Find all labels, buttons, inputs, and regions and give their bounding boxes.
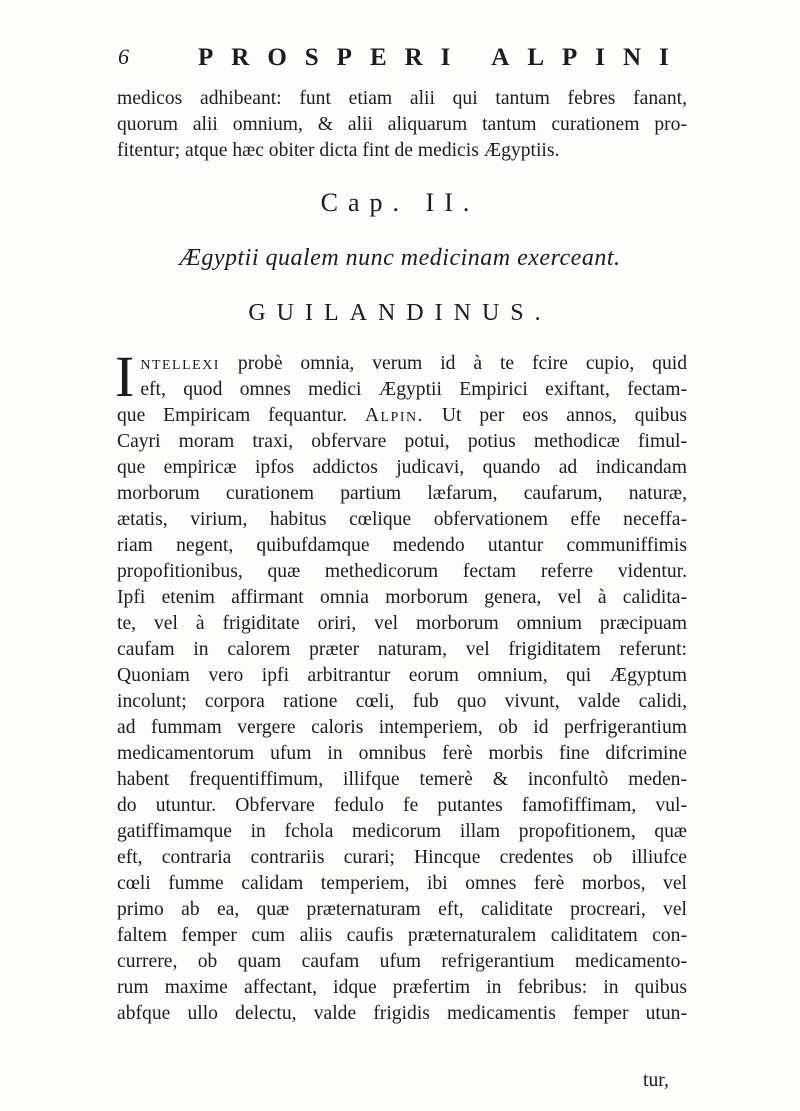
chapter-label: Cap.	[320, 188, 410, 217]
text-line: currere, ob quam caufam ufum refrigerantium medicamento-	[117, 951, 687, 972]
page-number: 6	[118, 44, 130, 69]
text-line: morborum curationem partium læfarum, caufarum, naturæ,	[117, 483, 687, 504]
body-paragraph	[115, 344, 687, 1027]
text-line: fitentur; atque hæc obiter dicta fint de medicis Ægyptiis.	[117, 140, 560, 161]
text-line: gatiffimamque in fchola medicorum illam propofitionem, quæ	[117, 821, 687, 842]
speaker-alpin: Alpin.	[364, 405, 425, 426]
drop-cap: I	[115, 344, 135, 409]
chapter-number: II.	[425, 188, 480, 217]
line-segment: Ut per eos annos, quibus	[424, 405, 687, 426]
text-line: faltem femper cum aliis caufis præternaturalem caliditatem con-	[117, 925, 687, 946]
catchword: tur,	[643, 1070, 669, 1091]
text-line: habent frequentiffimum, illifque temerè & inconfultò meden-	[117, 769, 687, 790]
text-line: primo ab ea, quæ præternaturam eft, caliditate procreari, vel	[117, 899, 687, 920]
text-line: quorum alii omnium, & alii aliquarum tantum curationem pro-	[117, 114, 687, 135]
opening-word: ntellexi	[140, 353, 220, 374]
speaker-heading: GUILANDINUS.	[248, 300, 552, 326]
text-line: caufam in calorem præter naturam, vel frigiditatem referunt:	[117, 639, 687, 660]
text-line	[140, 351, 687, 377]
opening-lines	[115, 344, 687, 409]
text-line: eft, contraria contrariis curari; Hincque credentes ob illiufce	[117, 847, 687, 868]
opening-line-rest: probè omnia, verum id à te fcire cupio, quid	[219, 353, 687, 374]
line-segment: que Empiricam fequantur.	[117, 405, 365, 426]
running-head-title: PROSPERI ALPINI	[198, 44, 687, 71]
running-head	[118, 44, 687, 80]
text-line: riam negent, quibufdamque medendo utantur communiffimis	[117, 535, 687, 556]
text-line: ad fummam vergere caloris intemperiem, ob id perfrigerantium	[117, 717, 687, 738]
intro-paragraph	[117, 86, 687, 164]
text-line: incolunt; corpora ratione cœli, fub quo vivunt, valde calidi,	[117, 691, 687, 712]
text-line: eft, quod omnes medici Ægyptii Empirici exiftant, fectam-	[140, 379, 687, 400]
text-line: propofitionibus, quæ methedicorum fectam referre videntur.	[117, 561, 687, 582]
text-line: medicamentorum ufum in omnibus ferè morbis fine difcrimine	[117, 743, 687, 764]
text-line: te, vel à frigiditate oriri, vel morborum omnium præcipuam	[117, 613, 687, 634]
chapter-subtitle: Ægyptii qualem nunc medicinam exerceant.	[179, 245, 621, 271]
text-line	[117, 403, 687, 429]
text-line: rum maxime affectant, idque præfertim in febribus: in quibus	[117, 977, 687, 998]
text-line: do utuntur. Obfervare fedulo fe putantes famofiffimam, vul-	[117, 795, 687, 816]
text-line: abfque ullo delectu, valde frigidis medicamentis femper utun-	[117, 1003, 687, 1024]
chapter-heading	[0, 188, 800, 218]
text-line: medicos adhibeant: funt etiam alii qui tantum febres fanant,	[117, 88, 687, 109]
text-line: que empiricæ ipfos addictos judicavi, quando ad indicandam	[117, 457, 687, 478]
text-line: Quoniam vero ipfi arbitrantur eorum omnium, qui Ægyptum	[117, 665, 687, 686]
text-line: Ipfi etenim affirmant omnia morborum genera, vel à calidita-	[117, 587, 687, 608]
text-line: Cayri moram traxi, obfervare potui, potius methodicæ fimul-	[117, 431, 687, 452]
text-line: cœli fumme calidam temperiem, ibi omnes ferè morbos, vel	[117, 873, 687, 894]
text-line: ætatis, virium, habitus cœlique obfervationem effe neceffa-	[117, 509, 687, 530]
